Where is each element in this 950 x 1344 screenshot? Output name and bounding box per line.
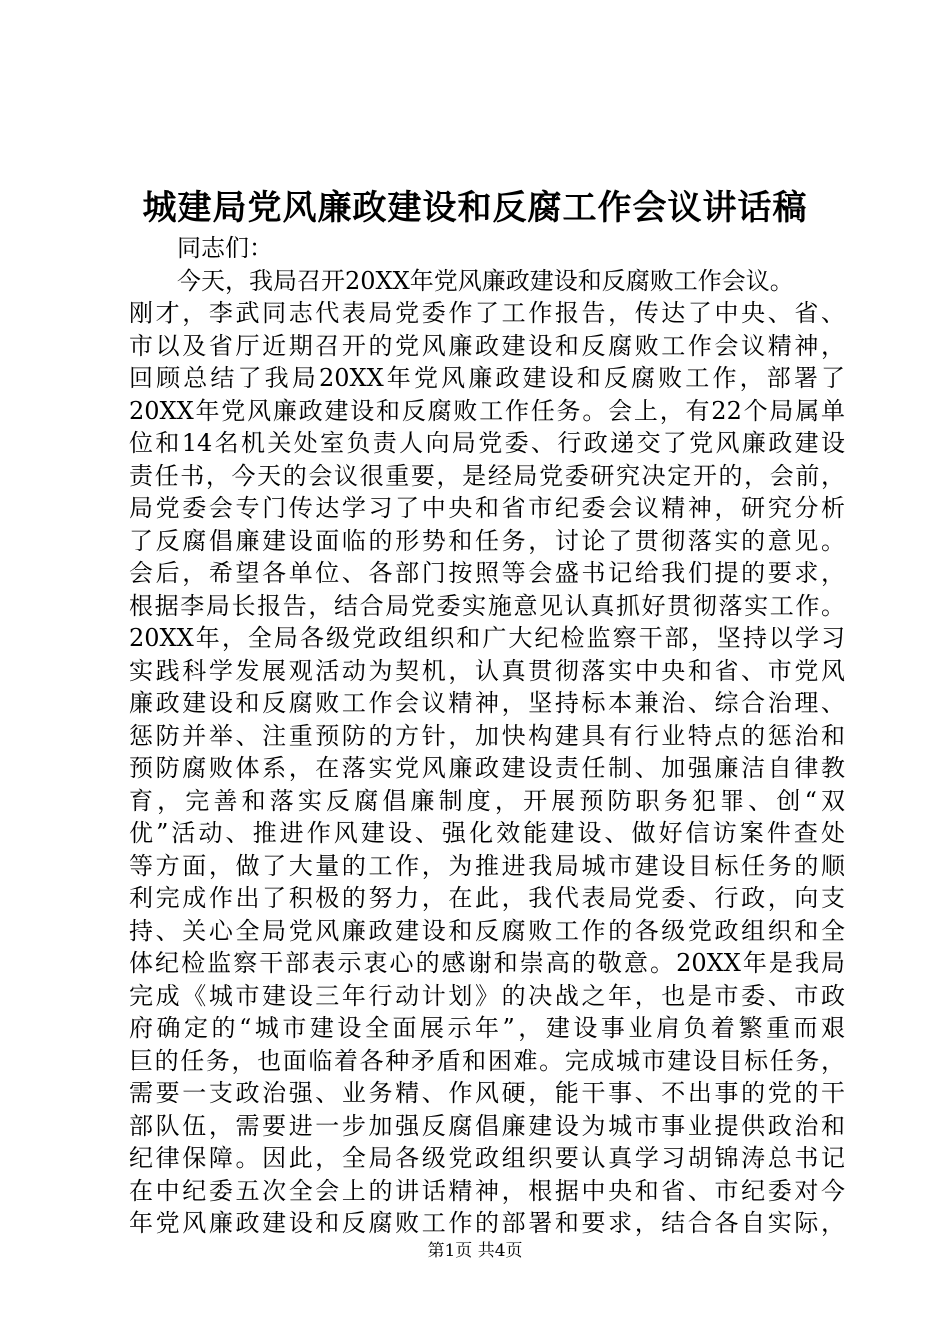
paragraph-line: 回顾总结了我局20XX年党风廉政建设和反腐败工作，部署了 [129,364,845,392]
paragraph-line: 年党风廉政建设和反腐败工作的部署和要求，结合各自实际， [129,1209,845,1237]
document-body [129,232,845,1240]
paragraph-line: 部队伍，需要进一步加强反腐倡廉建设为城市事业提供政治和 [129,1111,845,1140]
paragraph-line: 会后，希望各单位、各部门按照等会盛书记给我们提的要求， [129,559,845,587]
paragraph-line: 廉政建设和反腐败工作会议精神，坚持标本兼治、综合治理、 [129,689,845,717]
paragraph-line: 育，完善和落实反腐倡廉制度，开展预防职务犯罪、创“双 [129,786,845,815]
paragraph-line: 完成《城市建设三年行动计划》的决战之年，也是市委、市政 [129,981,845,1010]
paragraph-line: 府确定的“城市建设全面展示年”，建设事业肩负着繁重而艰 [129,1014,845,1042]
paragraph-line: 优”活动、推进作风建设、强化效能建设、做好信访案件查处 [129,819,845,847]
paragraph-line: 纪律保障。因此，全局各级党政组织要认真学习胡锦涛总书记 [129,1144,845,1172]
paragraph-line: 预防腐败体系，在落实党风廉政建设责任制、加强廉洁自律教 [129,754,845,782]
paragraph-line: 根据李局长报告，结合局党委实施意见认真抓好贯彻落实工作。 [129,591,845,620]
paragraph-line: 局党委会专门传达学习了中央和省市纪委会议精神，研究分析 [129,494,845,522]
paragraph-line: 需要一支政治强、业务精、作风硬，能干事、不出事的党的干 [129,1079,845,1107]
paragraph-line: 持、关心全局党风廉政建设和反腐败工作的各级党政组织和全 [129,916,845,945]
paragraph-line: 惩防并举、注重预防的方针，加快构建具有行业特点的惩治和 [129,721,845,750]
paragraph-line: 20XX年，全局各级党政组织和广大纪检监察干部，坚持以学习 [129,624,845,652]
paragraph-line: 20XX年党风廉政建设和反腐败工作任务。会上，有22个局属单 [129,396,845,425]
paragraph-line: 位和14名机关处室负责人向局党委、行政递交了党风廉政建设 [129,429,845,457]
salutation: 同志们： [177,234,273,262]
paragraph-line: 在中纪委五次全会上的讲话精神，根据中央和省、市纪委对今 [129,1176,845,1205]
paragraph-line: 实践科学发展观活动为契机，认真贯彻落实中央和省、市党风 [129,656,845,685]
paragraph-line: 今天，我局召开20XX年党风廉政建设和反腐败工作会议。 [177,266,794,295]
paragraph-line: 利完成作出了积极的努力，在此，我代表局党委、行政，向支 [129,884,845,912]
paragraph-line: 责任书，今天的会议很重要，是经局党委研究决定开的，会前， [129,461,845,490]
paragraph-line: 巨的任务，也面临着各种矛盾和困难。完成城市建设目标任务， [129,1046,845,1075]
document-title: 城建局党风廉政建设和反腐工作会议讲话稿 [142,188,808,228]
paragraph-line: 刚才，李武同志代表局党委作了工作报告，传达了中央、省、 [129,299,845,327]
paragraph-line: 等方面，做了大量的工作，为推进我局城市建设目标任务的顺 [129,851,845,880]
page-number: 第1页 共4页 [427,1241,523,1261]
paragraph-line: 了反腐倡廉建设面临的形势和任务，讨论了贯彻落实的意见。 [129,526,845,555]
paragraph-line: 体纪检监察干部表示衷心的感谢和崇高的敬意。20XX年是我局 [129,949,845,977]
paragraph-line: 市以及省厅近期召开的党风廉政建设和反腐败工作会议精神， [129,331,845,360]
